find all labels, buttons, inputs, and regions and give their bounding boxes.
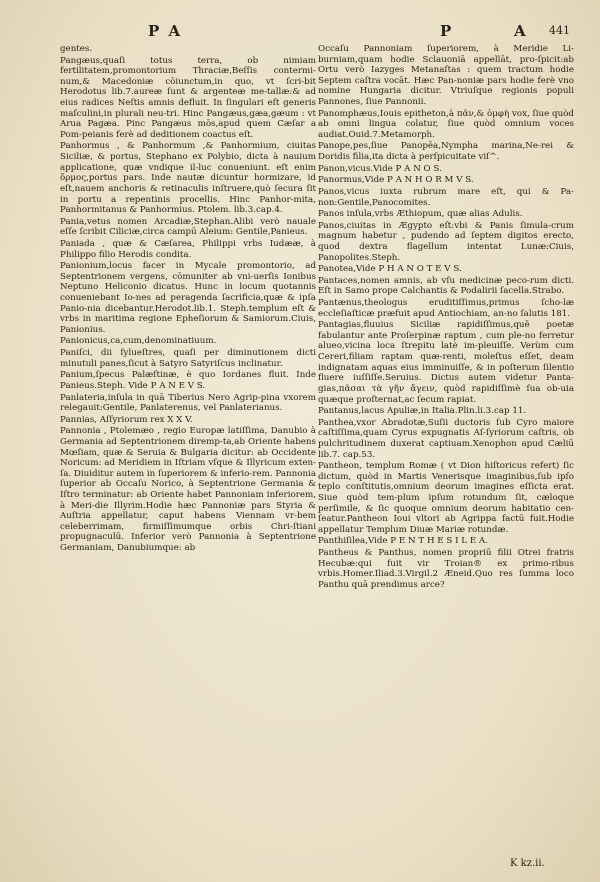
dictionary-entry: Pantheus & Panthus, nomen propriū filii Otrei fratris Hecubæ:qui fuit vir Troian® ex primo-ribus vrbis.Homer.Iliad.3.Virgil.2 Æneid.Quo res ſumma loco Panthu quā prendimus arce? [318,548,574,590]
dictionary-entry: Panormus,Vide P A N H O R M V S. [318,175,474,186]
dictionary-entry: Occaſu Pannoniam ſuperiorem, à Meridie Li-burniam,quam hodie Sclauoniā appellāt, pro-ſpicit:ab Ortu verò Iazyges Metanaſtas : quem tractum hodie Septem caſtra vocāt. Hæc Pan-noniæ pars hodie ferè vno nomine Hungaria dicitur. Vtriuſque regionis populi Pannones, ſiue Pannonii. [318,44,574,108]
dictionary-entry: Panionicus,ca,cum,denominatiuum. [60,336,217,347]
dictionary-entry: Pania,vetus nomen Arcadiæ,Stephan.Alibi verò nauale eſſe ſcribit Ciliciæ,circa campū Aleium: Gentile,Panieus. [60,216,316,238]
dictionary-entry: Panhormus , & Panhormum ,& Panhormium, ciuitas Siciliæ, & portus, Stephano ex Polybio, dicta à nauium applicatione, quæ vndique il-luc conueniunt. eſt enim ὅρμος,portus pars. Inde nautæ dicuntur hormizare, id eſt,nauem anchoris & retinaculis inſtruere,quò ſecura ſit in portu a repentinis procellis. Hinc Panhor-mita, Panhormitanus & Panhormius. Ptolem. lib.3.cap.4. [60,141,316,216]
dictionary-entry: Panlateria,inſula in quā Tiberius Nero Agrip-pina vxorem relegauit:Gentile, Panlaterenus, vel Panlaterianus. [60,392,316,414]
dictionary-entry: Panthiſilea,Vide P E N T H E S I L E A. [318,536,488,547]
dictionary-entry: Pantaces,nomen amnis, ab vſu medicinæ peco-rum dicti. Eſt in Samo prope Calchantis & Podalirii ſacella.Strabo. [318,275,574,297]
dictionary-entry: Panope,pes,ſiue Panopēa,Nympha marina,Ne-rei & Doridis filia,ita dicta à perſpicuitate viſ^. [318,141,574,163]
dictionary-entry: Panionium,locus facer in Mycale promontorio, ad Septentrionem vergens, cōmuniter ab vni-uerſis Ionibus Neptuno Heliconio dicatus. Hunc in locum quotannis conueniebant Io-nes ad peragenda ſacrificia,quæ & ipſa Panio-nia dicebantur.Herodot.lib.1. Steph.templum eſt & vrbs in maritima regione Epheſiorum & Samiorum.Ciuis, Panionius. [60,261,316,335]
header-right-second: A [514,22,526,40]
dictionary-entry: gentes. [60,44,93,54]
header-right-letter: P [440,22,452,40]
header-left-letters: P A [148,22,183,40]
dictionary-entry: Panos,ciuitas in Ægypto eſt:vbi & Panis ſimula-crum magnum habetur , pudendo ad ſeptem digitos erecto, quod dextra flagellum intentat Lunæ:Ciuis, Panopolites.Steph. [318,220,574,263]
left-column [60,44,316,856]
dictionary-entry: Pantænus,theologus eruditiſſimus,primus ſcho-læ eccleſiaſticæ præfuit apud Antiochiam, an-no ſalutis 181. [318,298,574,319]
dictionary-entry: Pannias, Aſſyriorum rex X X V. [60,414,193,425]
dictionary-entry: Panium,ſpecus Palæſtinæ, è quo Iordanes fluit. Inde Panieus.Steph. Vide P A N E V S. [60,370,316,391]
signature-mark: K kz.ii. [510,858,545,869]
page-number: 441 [549,24,570,37]
dictionary-entry: Panthea,vxor Abradotæ,Suſii ductoris ſub Cyro maiore caſtiſſima,quam Cyrus expugnatis Aſ-ſyriorum caſtris, ob pulchritudinem duxerat captiuam.Xenophon apud Cæliū lib.7. cap.53. [318,417,574,460]
running-header [60,22,570,42]
dictionary-entry: Pantagias,fluuius Siciliæ rapidiſſimus,quē poetæ fabulantur ante Proſerpinæ raptum , cum ple-no ferretur alueo,vicina loca ſtrepitu latè im-pleuiſſe. Verùm cum Cereri,filiam raptam quæ-renti, moleſtus eſſet, deam indignatam aquas eius imminuiſſe, & in poſterum ſilentio fluere iuſſiſſe.Seruius. Dictus autem videtur Panta-gias,πᾶσαι τὰ γῆν ἄγειν, quòd rapidiſſimè ſua ob-uia quæque proſternat,ac ſecum rapiat. [318,320,574,405]
dictionary-entry: Panos inſula,vrbs Æthiopum, quæ alias Adulis. [318,209,523,220]
dictionary-entry: Panos,vicus iuxta rubrum mare eſt, qui & Pa-non:Gentile,Panocomites. [318,186,574,208]
dictionary-entry: Panon,vicus.Vide P A N O S. [318,163,442,174]
dictionary-entry: Pantanus,lacus Apuliæ,in Italia.Plin.li.3.cap 11. [318,406,527,417]
right-column [318,44,574,856]
dictionary-entry: Pannonia , Ptolemæo , regio Europæ latiſſima, Danubio à Germania ad Septentrionem diremp-ta,ab Oriente habens Mœſiam, quæ & Seruia & Bulgaria dicitur: ab Occidente Noricum: ad Meridiem in Iſtriam vſque & Illyricum exten-ſa. Diuiditur autem in ſuperiorem & inferio-rem. Pannonia ſuperior ab Occaſu Norico, à Septentrione Germania & Iſtro terminatur: ab Oriente habet Pannoniam inferiorem, à Meri-die Illyrim.Hodie hæc Pannoniæ pars Styria & Auſtria appellatur, caput habens Viennam vr-bem celeberrimam, firmiſſimumque orbis Chri-ſtiani propugnaculū. Inferior verò Pannonia à Septentrione Germaniam, Danubiumque: ab [60,426,316,554]
dictionary-entry: Panomphæus,Iouis epitheton,à πᾶν,& ὀμφὴ vox, ſiue quòd ab omni lingua colatur, ſiue quòd omnium voces audiat.Ouid.7.Metamorph. [318,108,574,140]
dictionary-entry: Paniada , quæ & Cæſarea, Philippi vrbs Iudææ, à Philippo filio Herodis condita. [60,238,316,260]
dictionary-entry: Paniſci, dii ſylueſtres, quaſi per diminutionem dicti minutuli panes,ſicut à Satyro Satyriſcus inclinatur. [60,348,316,369]
dictionary-entry: Panotea,Vide P H A N O T E V S. [318,264,462,275]
dictionary-entry: Pangæus,quaſi totus terra, ob nimiam fertilitatem,promontorium Thraciæ,Beſſis contermi-num,& Macedoniæ cōiunctum,in quo, vt ſcri-bit Herodotus lib.7.aureæ ſunt & argenteæ me-tallæ:& ad eius radices Neſtis amnis defluit. In ſingulari eſt generis maſculini,in plurali neu-tri. Hinc Pangæus,gæa,gæum : vt Arua Pagæa. Pinc Pangæus mōs,apud quem Cæſar a Pom-peianis ferè ad deditionem coactus eſt. [60,55,316,140]
dictionary-entry: Pantheon, templum Romæ ( vt Dion hiſtoricus refert) ſic dictum, quòd in Martis Venerisque imaginibus,ſub ipſo teplo conſtitutis,omnium deorum imagines eſſicta erat. Siue quòd tem-plum ipſum rotundum ſit, cæloque perſimile, & ſic quoque omnium deorum habitatio cen-ſeatur.Pantheon Ioui vltori ab Agrippa factū fuit.Hodie appellatur Templum Diuæ Mariæ rotundæ. [318,461,574,535]
